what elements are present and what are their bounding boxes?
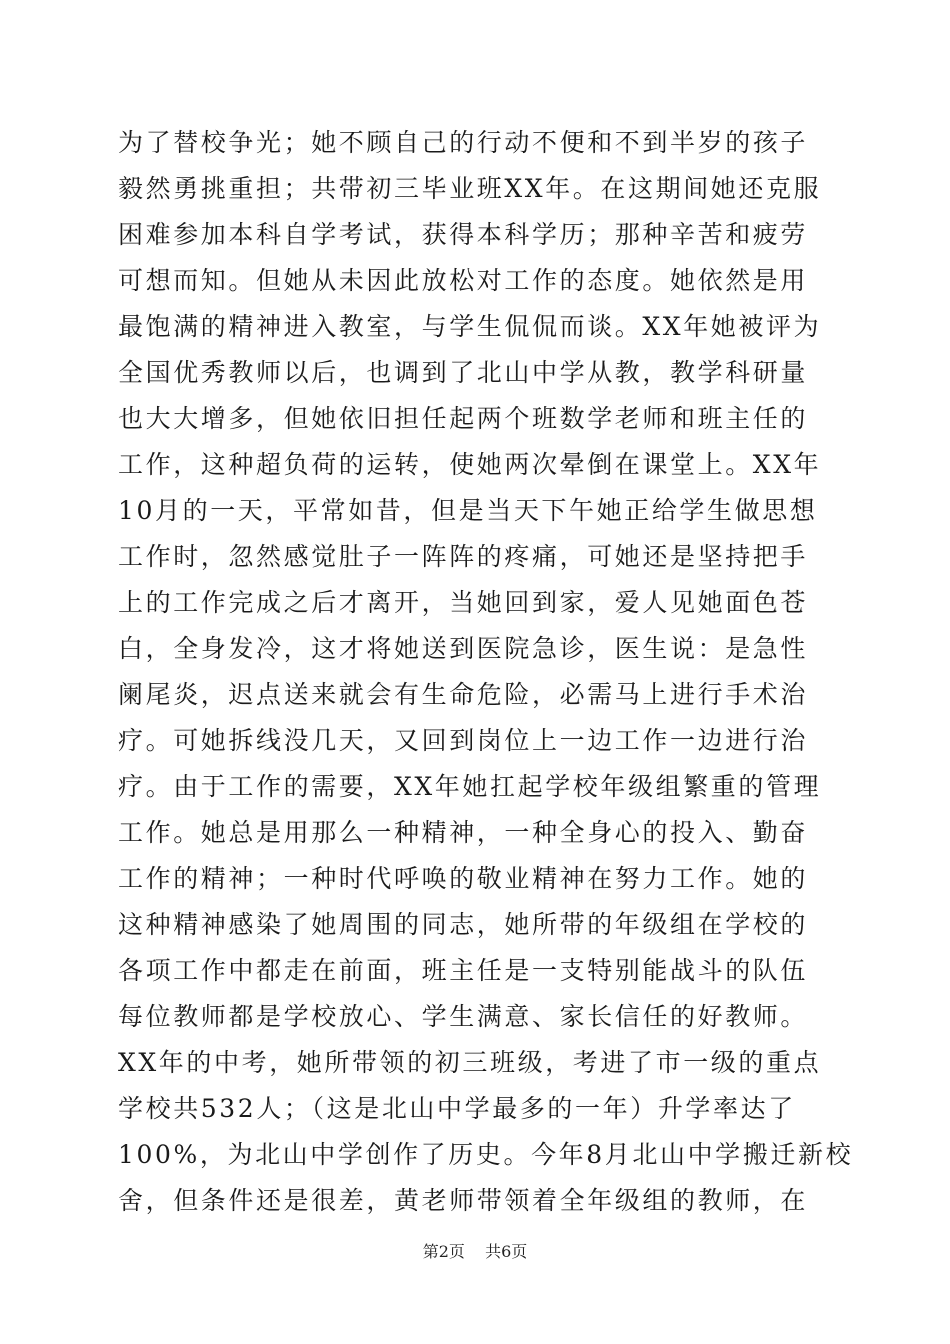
text-line: 学校共532人；（这是北山中学最多的一年）升学率达了 xyxy=(118,1094,796,1123)
text-line: 疗。由于工作的需要，XX年她扛起学校年级组繁重的管理 xyxy=(118,772,822,801)
text-line: 舍，但条件还是很差，黄老师带领着全年级组的教师，在 xyxy=(118,1186,809,1215)
text-line: 最饱满的精神进入教室，与学生侃侃而谈。XX年她被评为 xyxy=(118,312,822,341)
page-number: 第2页 xyxy=(422,1242,465,1261)
text-line: 10月的一天，平常如昔，但是当天下午她正给学生做思想 xyxy=(118,496,818,525)
text-line: 100%，为北山中学创作了历史。今年8月北山中学搬迁新校 xyxy=(118,1140,854,1169)
text-line: 全国优秀教师以后，也调到了北山中学从教，教学科研量 xyxy=(118,358,809,387)
text-line: 这种精神感染了她周围的同志，她所带的年级组在学校的 xyxy=(118,910,809,939)
text-line: 工作，这种超负荷的运转，使她两次晕倒在课堂上。XX年 xyxy=(118,450,822,479)
text-line: 疗。可她拆线没几天，又回到岗位上一边工作一边进行治 xyxy=(118,726,809,755)
text-line: 也大大增多，但她依旧担任起两个班数学老师和班主任的 xyxy=(118,404,809,433)
text-line: 困难参加本科自学考试，获得本科学历；那种辛苦和疲劳 xyxy=(118,220,809,249)
text-line: XX年的中考，她所带领的初三班级，考进了市一级的重点 xyxy=(118,1048,822,1077)
text-line: 工作。她总是用那么一种精神，一种全身心的投入、勤奋 xyxy=(118,818,809,847)
text-line: 白，全身发冷，这才将她送到医院急诊，医生说：是急性 xyxy=(118,634,809,663)
text-line: 每位教师都是学校放心、学生满意、家长信任的好教师。 xyxy=(118,1002,809,1031)
text-line: 可想而知。但她从未因此放松对工作的态度。她依然是用 xyxy=(118,266,809,295)
text-line: 各项工作中都走在前面，班主任是一支特别能战斗的队伍 xyxy=(118,956,809,985)
text-line: 为了替校争光；她不顾自己的行动不便和不到半岁的孩子 xyxy=(118,128,809,157)
page-footer xyxy=(0,1241,950,1263)
text-line: 工作时，忽然感觉肚子一阵阵的疼痛，可她还是坚持把手 xyxy=(118,542,809,571)
text-line: 毅然勇挑重担；共带初三毕业班XX年。在这期间她还克服 xyxy=(118,174,822,203)
text-line: 上的工作完成之后才离开，当她回到家，爱人见她面色苍 xyxy=(118,588,809,617)
text-line: 阑尾炎，迟点送来就会有生命危险，必需马上进行手术治 xyxy=(118,680,809,709)
page-total: 共6页 xyxy=(485,1242,528,1261)
text-line: 工作的精神；一种时代呼唤的敬业精神在努力工作。她的 xyxy=(118,864,809,893)
body-text xyxy=(118,120,854,1224)
